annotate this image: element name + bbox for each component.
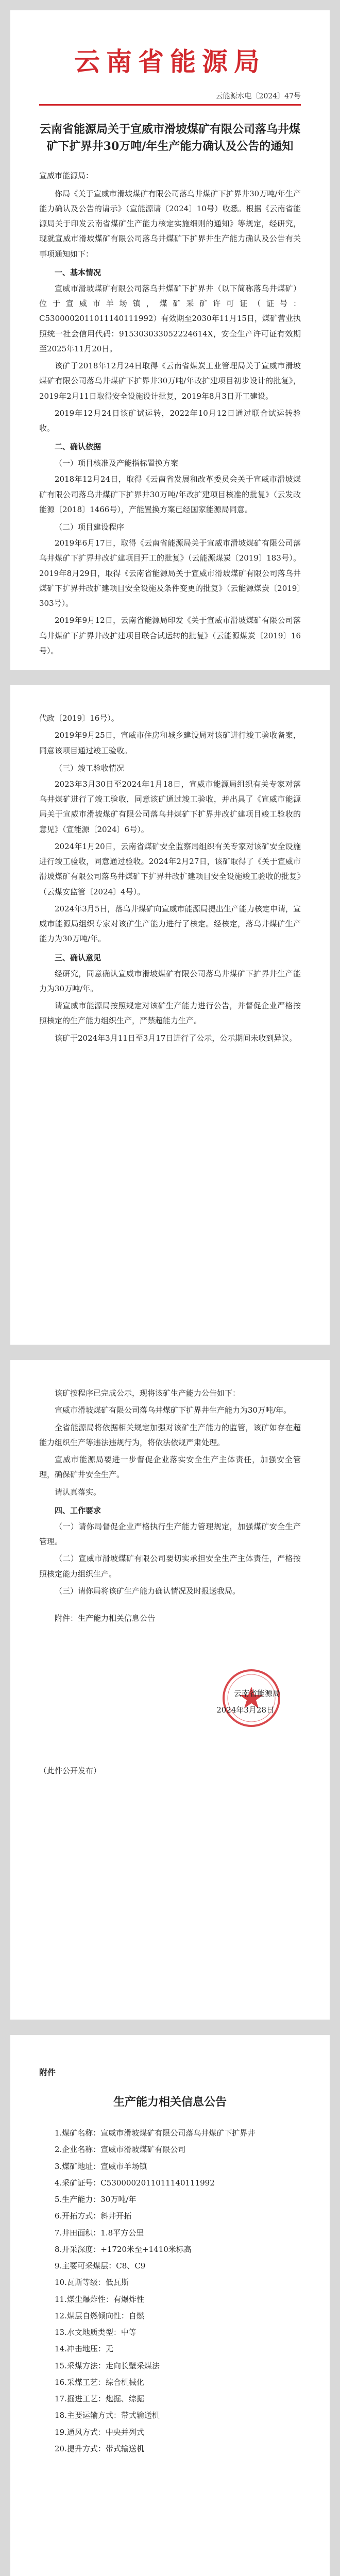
section-heading: 一、基本情况 bbox=[55, 267, 101, 277]
paragraph: 经研究，同意确认宣威市滑坡煤矿有限公司落乌井煤矿下扩界井生产能力为30万吨/年。 bbox=[39, 969, 301, 993]
paragraph: 2023年3月30日至2024年1月18日，宣威市能源局组织有关专家对落乌井煤矿进行了竣工验收，同意该矿通过竣工验收，并出具了《宣威市能源局关于宣威市滑坡煤矿有限公司落乌井煤矿下扩界井改扩建项目竣工验收的意见》（宣能源〔2024〕6号）。 bbox=[39, 779, 301, 834]
paragraph: （三）请你局将该矿生产能力确认情况及时报送我局。 bbox=[55, 1586, 241, 1596]
info-item: 5.生产能力：30万吨/年 bbox=[55, 2195, 137, 2204]
org-header: 云南省能源局 bbox=[74, 46, 266, 77]
attachment-page bbox=[10, 2035, 330, 2576]
info-item: 12.煤层自燃倾向性：自燃 bbox=[55, 2311, 144, 2320]
info-item: 14.冲击地压：无 bbox=[55, 2344, 113, 2354]
info-item: 1.煤矿名称：宣威市滑坡煤矿有限公司落乌井煤矿下扩界井 bbox=[55, 2128, 256, 2138]
info-item: 2.企业名称：宣威市滑坡煤矿有限公司 bbox=[55, 2145, 186, 2155]
public-note: （此件公开发布） bbox=[39, 1766, 101, 1776]
info-item: 20.提升方式：带式输送机 bbox=[55, 2444, 144, 2453]
subsection-heading: （一）项目核准及产能指标置换方案 bbox=[55, 459, 179, 468]
paragraph: 宣威市滑坡煤矿有限公司落乌井煤矿下扩界井生产能力为30万吨/年。 bbox=[55, 1405, 292, 1415]
paragraph: 该矿于2018年12月24日取得《云南省煤炭工业管理局关于宣威市滑坡煤矿有限公司落乌井煤矿下扩界井30万吨/年改扩建项目初步设计的批复》，2019年2月11日取得安全设施设计批复，2019年8月3日开工建设。 bbox=[39, 361, 301, 401]
info-item: 18.主要运输方式：带式输送机 bbox=[55, 2411, 160, 2420]
paragraph: 2019年9月12日，云南省能源局印发《关于宣威市滑坡煤矿有限公司落乌井煤矿下扩界井改扩建项目联合试运转的批复》（云能源煤炭〔2019〕16号）。 bbox=[39, 616, 301, 655]
signature-org: 云南省能源局 bbox=[233, 1689, 280, 1699]
info-item: 11.煤尘爆炸性：有爆炸性 bbox=[55, 2294, 144, 2304]
attachment-title: 生产能力相关信息公告 bbox=[113, 2095, 227, 2109]
salutation: 宣威市能源局： bbox=[39, 171, 94, 180]
intro-paragraph: 你局《关于宣威市滑坡煤矿有限公司落乌井煤矿下扩界井30万吨/年生产能力确认及公告的请示》（宣能源请〔2024〕10号）收悉。根据《云南省能源局关于印发云南省煤矿生产能力核定实施细则的通知》等规定，经研究，现就宣威市滑坡煤矿有限公司落乌井煤矿下扩界井生产能力确认及公告有关事项通知如下： bbox=[39, 189, 301, 259]
paragraph: 宣威市能源局要进一步督促企业落实安全生产主体责任，加强安全管理，确保矿井安全生产。 bbox=[39, 1455, 301, 1480]
signature-date: 2024年3月28日 bbox=[216, 1705, 274, 1715]
paragraph: 2019年9月25日，宣威市住房和城乡建设局对该矿进行竣工验收备案，同意该项目通过竣工验收。 bbox=[39, 731, 301, 755]
signature-block bbox=[39, 1667, 301, 1744]
info-item: 15.采煤方法：走向长壁采煤法 bbox=[55, 2361, 160, 2370]
info-item: 7.井田面积：1.8平方公里 bbox=[55, 2228, 144, 2238]
paragraph: 2019年12月24日该矿试运转，2022年10月12日通过联合试运转验收。 bbox=[39, 408, 301, 433]
info-item: 13.水文地质类型：中等 bbox=[55, 2328, 137, 2337]
paragraph: 2024年3月5日，落乌井煤矿向宣威市能源局提出生产能力核定申请，宣威市能源局组织专家对该矿生产能力进行了核定。经核定，落乌井煤矿生产能力为30万吨/年。 bbox=[39, 904, 301, 944]
paragraph: 2019年6月17日，取得《云南省能源局关于宣威市滑坡煤矿有限公司落乌井煤矿下扩界井改扩建项目开工的批复》（云能源煤炭〔2019〕183号）。2019年8月29日，取得《云南省能源局关于宣威市滑坡煤矿有限公司落乌井煤矿下扩界井改扩建项目安全设施及条件变更的批复》（云能源煤炭〔2019〕303号）。 bbox=[39, 538, 301, 608]
section-heading: 二、确认依据 bbox=[55, 442, 101, 452]
section-heading: 三、确认意见 bbox=[55, 953, 101, 962]
paragraph: 代政〔2019〕16号）。 bbox=[39, 714, 119, 723]
paragraph: 该矿于2024年3月11日至3月17日进行了公示，公示期间未收到异议。 bbox=[55, 1033, 297, 1043]
info-item: 8.开采深度：+1720米至+1410米标高 bbox=[55, 2244, 192, 2254]
document-page-3 bbox=[10, 1360, 330, 2020]
info-item: 16.采煤工艺：综合机械化 bbox=[55, 2377, 144, 2387]
info-item: 10.瓦斯等级：低瓦斯 bbox=[55, 2278, 129, 2287]
info-item: 3.煤矿地址：宣威市羊场镇 bbox=[55, 2161, 147, 2171]
document-page-1 bbox=[10, 10, 330, 670]
paragraph: 2024年1月20日，云南省煤矿安全监察局组织有关专家对该矿安全设施进行竣工验收，同意通过验收。2024年2月27日，该矿取得了《关于宣威市滑坡煤矿有限公司落乌井煤矿下扩界井改扩建项目安全设施竣工验收的批复》（云煤安监管〔2024〕4号）。 bbox=[39, 841, 301, 896]
paragraph: （一）请你局督促企业严格执行生产能力管理规定，加强煤矿安全生产管理。 bbox=[39, 1521, 301, 1546]
paragraph: 全省能源局将依据相关规定加强对该矿生产能力的监管，该矿如存在超能力组织生产等违法违规行为，将依法依规严肃处理。 bbox=[39, 1422, 301, 1447]
subsection-heading: （二）项目建设程序 bbox=[55, 522, 125, 532]
info-item: 6.开拓方式：斜井开拓 bbox=[55, 2211, 132, 2221]
attachment-note: 附件：生产能力相关信息公告 bbox=[55, 1614, 156, 1623]
subsection-heading: （三）竣工验收情况 bbox=[55, 763, 125, 773]
info-item: 4.采矿证号：C5300002011011140111992 bbox=[55, 2178, 215, 2188]
document-title: 云南省能源局关于宣威市滑坡煤矿有限公司落乌井煤矿下扩界井30万吨/年生产能力确认及公告的通知 bbox=[39, 123, 300, 153]
section-heading: 四、工作要求 bbox=[55, 1505, 101, 1515]
red-divider bbox=[39, 104, 301, 106]
attachment-label: 附件 bbox=[39, 2067, 56, 2077]
paragraph: 2018年12月24日，取得《云南省发展和改革委员会关于宣威市滑坡煤矿有限公司落乌井煤矿下扩界井30万吨/年改扩建项目核准的批复》（云发改能源〔2018〕1466号），产能置换方案已经国家能源局同意。 bbox=[39, 474, 301, 514]
paragraph: （二）宣威市滑坡煤矿有限公司要切实承担安全生产主体责任，严格按照核定能力组织生产。 bbox=[39, 1554, 301, 1579]
paragraph: 请宣威市能源局按照规定对该矿生产能力进行公告，并督促企业严格按照核定的生产能力组织生产，严禁超能力生产。 bbox=[39, 1001, 301, 1026]
paragraph: 该矿按程序已完成公示，现将该矿生产能力公告如下： bbox=[55, 1388, 241, 1398]
paragraph: 请认真落实。 bbox=[55, 1487, 101, 1497]
paragraph: 宣威市滑坡煤矿有限公司落乌井煤矿下扩界井（以下简称落乌井煤矿）位于宣威市羊场镇，煤矿采矿许可证（证号：C5300002011011140111992）有效期至2030年11月15日，煤矿营业执照统一社会信用代码：915303033052224614X，安全生产许可证有效期至2025年11月20日。 bbox=[39, 283, 301, 353]
document-page-2 bbox=[10, 685, 330, 1345]
info-item: 17.掘进工艺：炮掘、综掘 bbox=[55, 2394, 144, 2403]
info-item: 19.通风方式：中央并列式 bbox=[55, 2427, 144, 2437]
document-number: 云能源水电〔2024〕47号 bbox=[215, 92, 301, 100]
info-item: 9.主要可采煤层：C8、C9 bbox=[55, 2261, 146, 2270]
